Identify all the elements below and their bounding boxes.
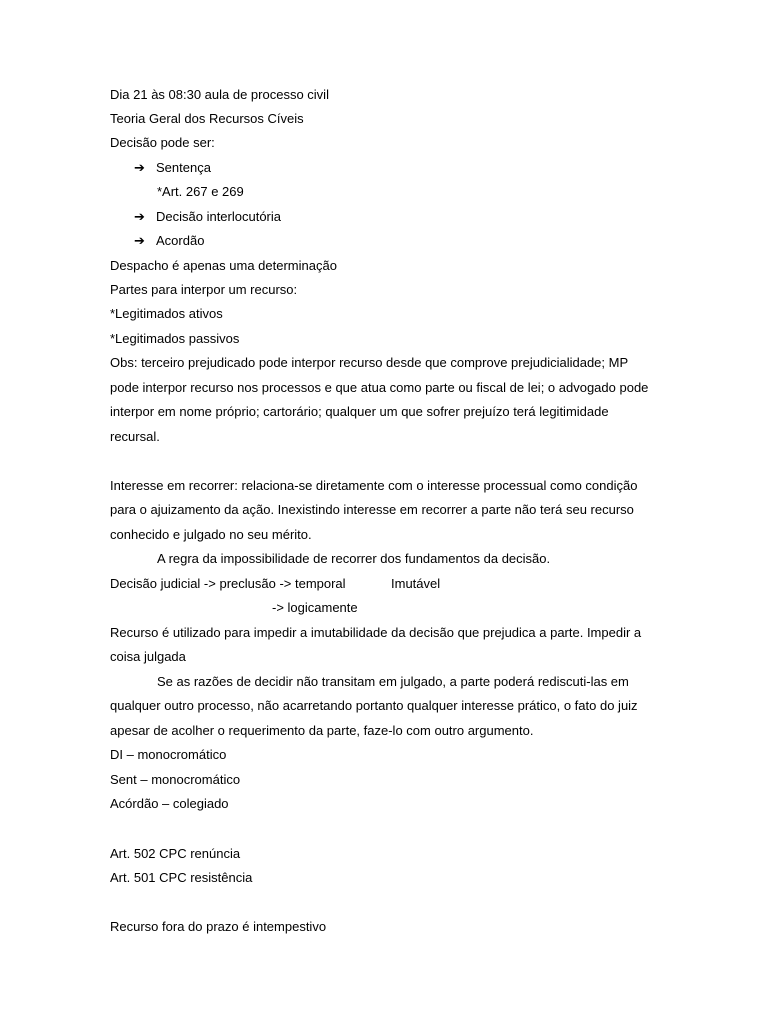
text-line: qualquer outro processo, não acarretando portanto qualquer interesse prático, o fato do juiz [110,698,638,713]
text-line: Interesse em recorrer: relaciona-se diretamente com o interesse processual como condição [110,478,638,493]
text-line: -> logicamente [272,600,358,615]
text-line: *Legitimados ativos [110,306,223,321]
text-line: *Art. 267 e 269 [157,184,244,199]
bullet-text: Acordão [156,233,205,248]
text-line: Art. 502 CPC renúncia [110,846,241,861]
text-line: conhecido e julgado no seu mérito. [110,527,312,542]
bullet-item [134,233,204,249]
text-line: apesar de acolher o requerimento da parte, faze-lo com outro argumento. [110,723,534,738]
bullet-text: Sentença [156,160,211,175]
bullet-text: Decisão interlocutória [156,209,282,224]
text-line: Se as razões de decidir não transitam em julgado, a parte poderá rediscuti-las em [157,674,629,689]
text-line: Obs: terceiro prejudicado pode interpor recurso desde que comprove prejudicialidade; MP [110,355,629,370]
text-line: pode interpor recurso nos processos e que atua como parte ou fiscal de lei; o advogado pode [110,380,649,395]
bullet-item [134,209,281,225]
text-line: coisa julgada [110,649,186,664]
text-line: Decisão judicial -> preclusão -> temporal [110,576,346,591]
text-line: A regra da impossibilidade de recorrer dos fundamentos da decisão. [157,551,551,566]
text-line: interpor em nome próprio; cartorário; qualquer um que sofrer prejuízo terá legitimidade [110,404,609,419]
text-line: Decisão pode ser: [110,135,215,150]
text-line: Recurso é utilizado para impedir a imutabilidade da decisão que prejudica a parte. Impedir a [110,625,642,640]
arrow-right-icon: ➔ [134,160,145,175]
text-line: Acórdão – colegiado [110,796,229,811]
text-line: recursal. [110,429,160,444]
text-line: Partes para interpor um recurso: [110,282,298,297]
text-line: Recurso fora do prazo é intempestivo [110,919,327,934]
text-line: Art. 501 CPC resistência [110,870,253,885]
text-line: *Legitimados passivos [110,331,240,346]
arrow-right-icon: ➔ [134,209,145,224]
text-line: DI – monocromático [110,747,227,762]
arrow-right-icon: ➔ [134,233,145,248]
text-line: Despacho é apenas uma determinação [110,258,337,273]
bullet-item [134,160,211,176]
text-line: para o ajuizamento da ação. Inexistindo interesse em recorrer a parte não terá seu recurso [110,502,634,517]
text-line: Teoria Geral dos Recursos Cíveis [110,111,304,126]
text-line: Sent – monocromático [110,772,241,787]
text-line: Imutável [391,576,441,591]
text-line: Dia 21 às 08:30 aula de processo civil [110,87,329,102]
